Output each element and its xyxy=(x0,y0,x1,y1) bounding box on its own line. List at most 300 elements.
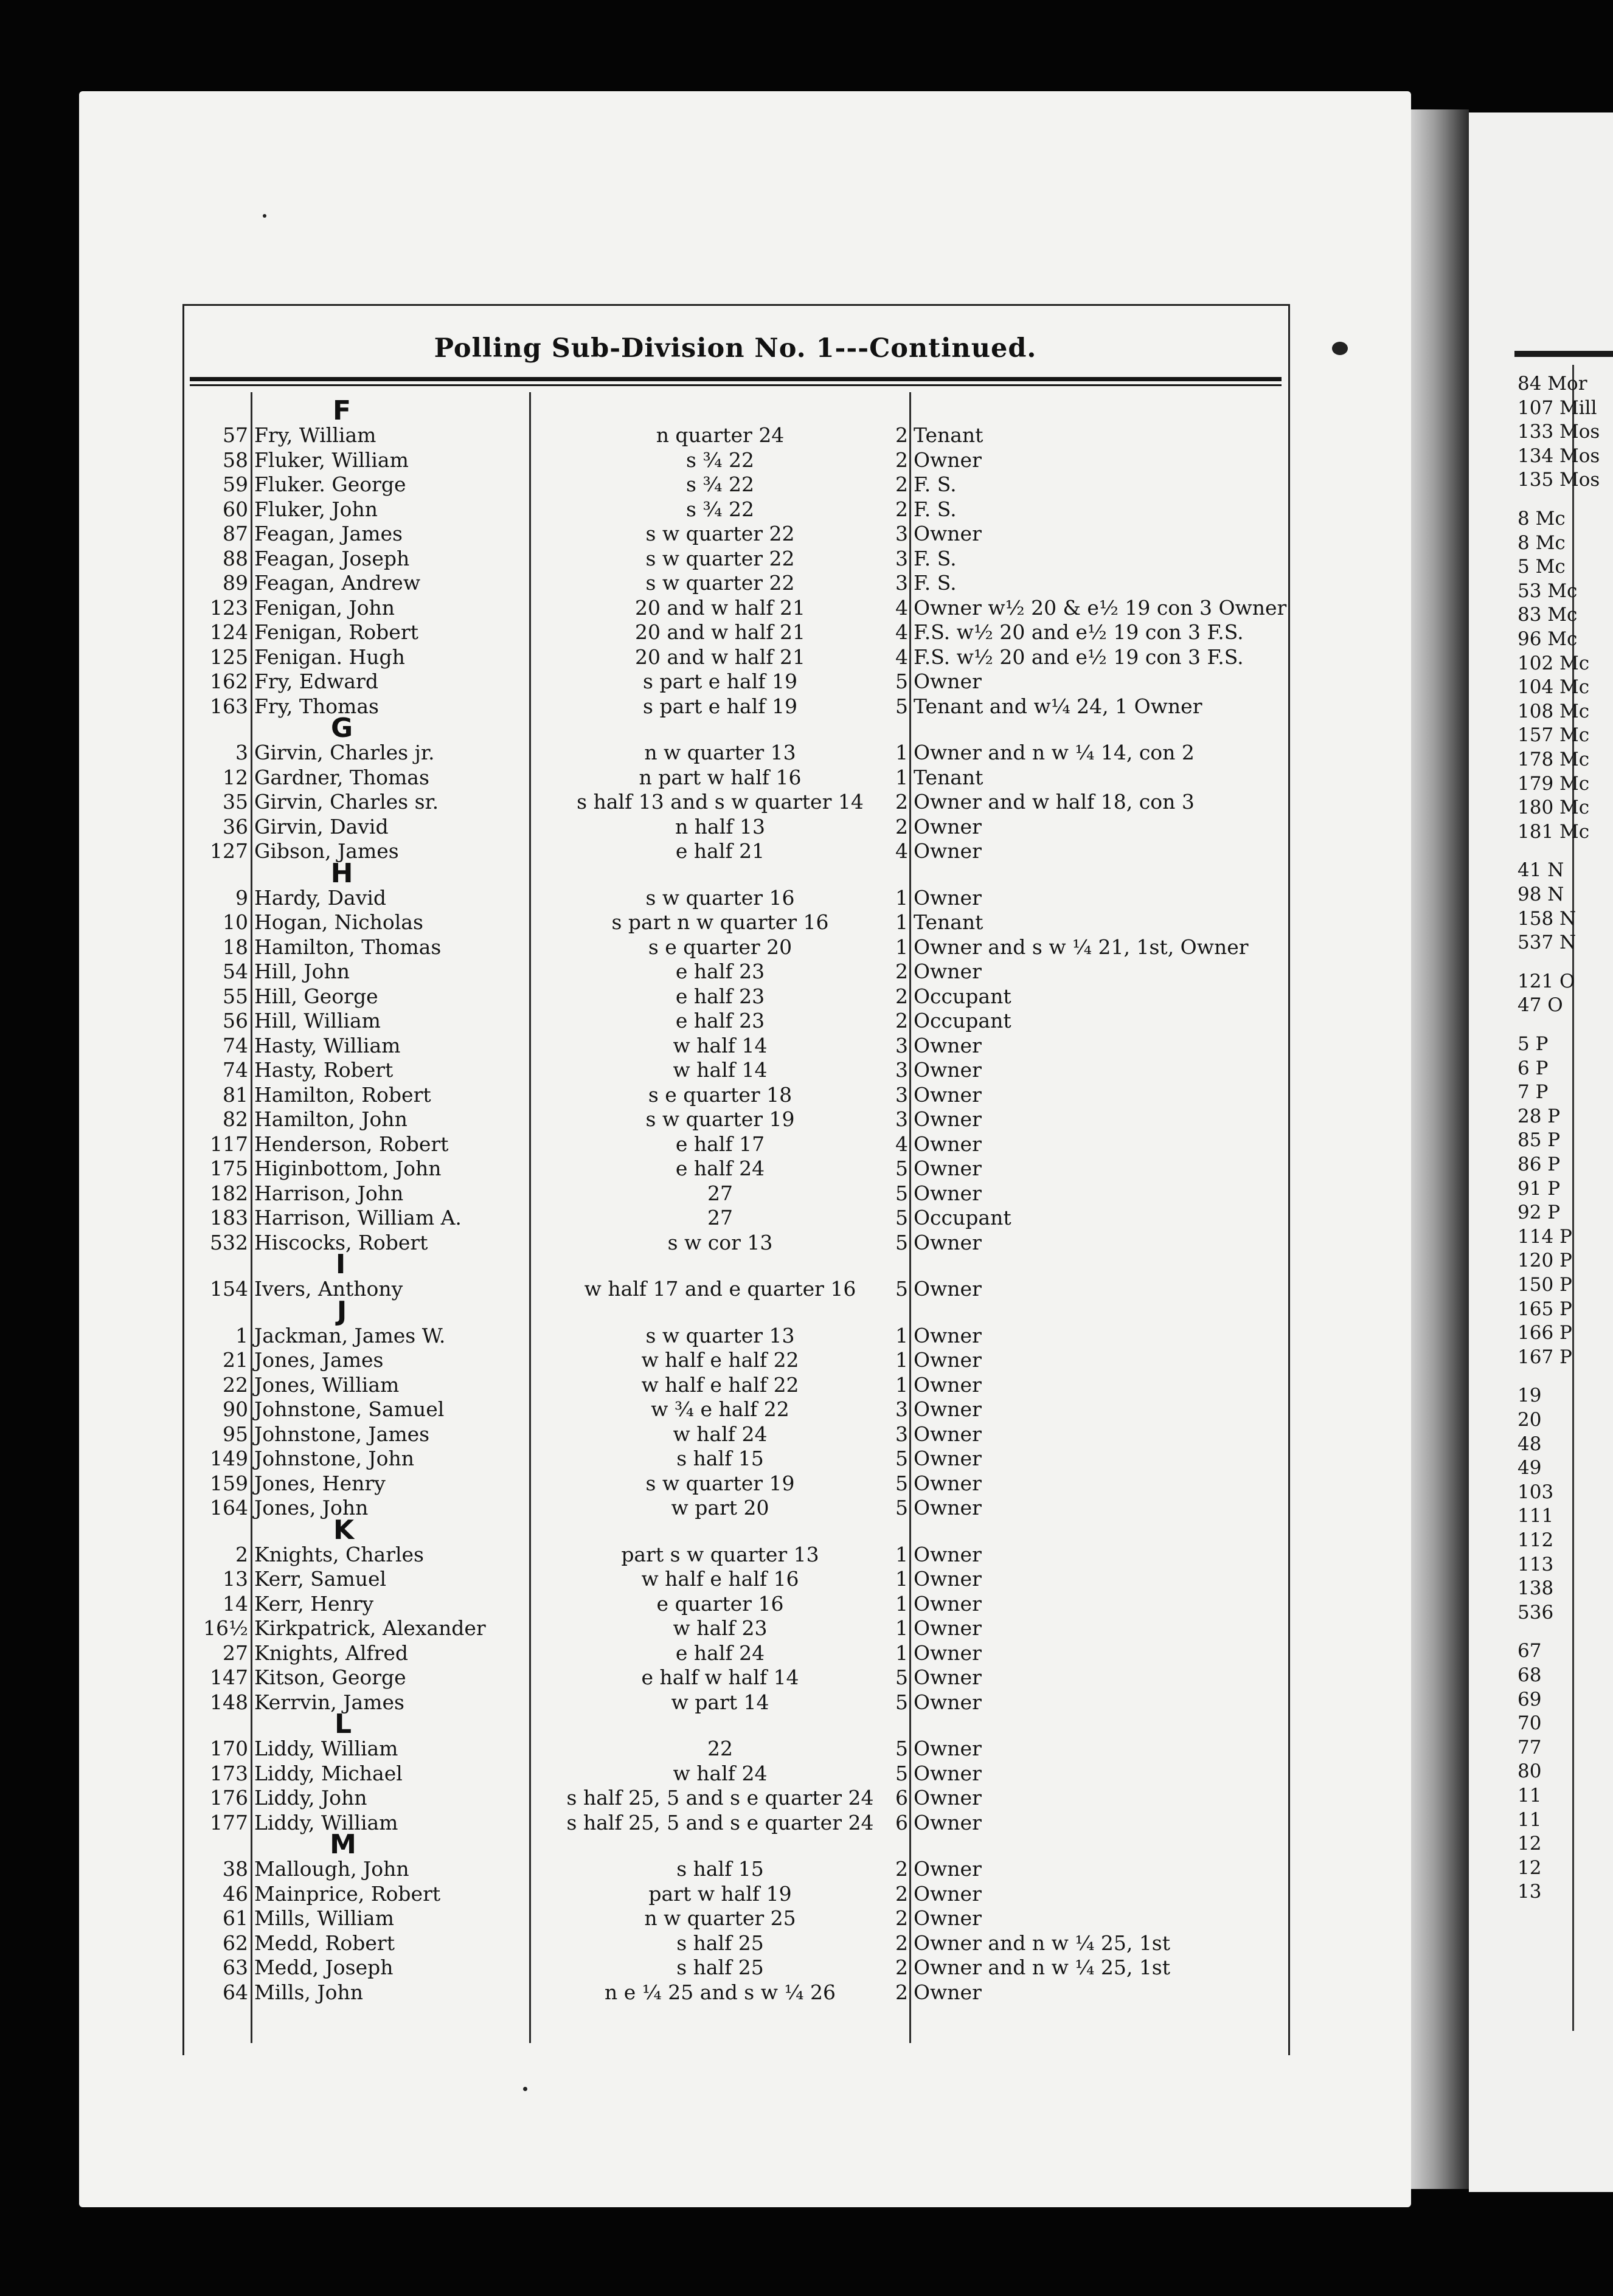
lot-description: w half 23 xyxy=(673,1616,768,1640)
adjacent-page-line: 104 Mc xyxy=(1518,676,1590,699)
entry-number: 38 xyxy=(223,1857,248,1881)
property-status: Owner w½ 20 & e½ 19 con 3 Owner xyxy=(914,595,1287,620)
property-status: Owner xyxy=(914,1786,982,1810)
concession-number: 5 xyxy=(895,1737,908,1760)
concession-number: 1 xyxy=(895,885,908,910)
property-status: Owner xyxy=(914,1323,982,1347)
adjacent-page-line: 537 N xyxy=(1518,932,1577,954)
adjacent-page-line: 135 Mos xyxy=(1518,469,1600,491)
lot-description: s w quarter 16 xyxy=(645,885,795,910)
voter-name: Gibson, James xyxy=(254,839,399,863)
adjacent-page-line: 13 xyxy=(1518,1881,1542,1903)
voter-row xyxy=(182,620,1286,645)
voter-name: Mallough, John xyxy=(254,1857,409,1881)
property-status: Owner xyxy=(914,1641,982,1665)
voter-name: Kirkpatrick, Alexander xyxy=(254,1616,486,1640)
lot-description: w half 24 xyxy=(673,1761,768,1785)
concession-number: 1 xyxy=(895,1348,908,1372)
adjacent-page-line: 138 xyxy=(1518,1577,1554,1600)
voter-row xyxy=(182,960,1286,984)
voter-name: Liddy, William xyxy=(254,1810,398,1834)
adjacent-page-line: 108 Mc xyxy=(1518,700,1590,722)
voter-row xyxy=(182,1348,1286,1372)
property-status: Tenant xyxy=(914,423,983,447)
adjacent-page-line: 69 xyxy=(1518,1688,1542,1710)
property-status: Owner xyxy=(914,1567,982,1591)
concession-number: 1 xyxy=(895,1542,908,1566)
voter-name: Medd, Joseph xyxy=(254,1955,394,1979)
entry-number: 74 xyxy=(223,1058,248,1082)
adjacent-page-line: 6 P xyxy=(1518,1057,1549,1079)
voter-name: Kerrvin, James xyxy=(254,1690,404,1714)
voter-name: Johnstone, James xyxy=(254,1422,430,1446)
adjacent-page-line: 111 xyxy=(1518,1505,1554,1527)
property-status: Owner xyxy=(914,1591,982,1616)
lot-description: 27 xyxy=(707,1206,733,1229)
adjacent-page-rule xyxy=(1514,351,1613,357)
lot-description: n e ¼ 25 and s w ¼ 26 xyxy=(605,1980,836,2004)
concession-number: 4 xyxy=(895,620,908,644)
lot-description: w half e half 22 xyxy=(641,1372,799,1397)
voter-name: Johnstone, John xyxy=(254,1447,415,1470)
adjacent-page-line: 536 xyxy=(1518,1601,1554,1623)
lot-description: 20 and w half 21 xyxy=(635,595,805,620)
concession-number: 3 xyxy=(895,522,908,545)
adjacent-page-line: 165 P xyxy=(1518,1298,1572,1320)
entry-number: 176 xyxy=(210,1786,248,1810)
voter-row xyxy=(182,1931,1286,1955)
lot-description: s e quarter 20 xyxy=(648,935,793,959)
adjacent-page-line: 121 O xyxy=(1518,970,1575,992)
voter-row xyxy=(182,1422,1286,1447)
adjacent-page-line: 107 Mill xyxy=(1518,396,1597,419)
concession-number: 3 xyxy=(895,1058,908,1082)
voter-name: Mills, William xyxy=(254,1906,394,1930)
lot-description: s part n w quarter 16 xyxy=(611,910,829,934)
concession-number: 6 xyxy=(895,1810,908,1834)
adjacent-page-line: 98 N xyxy=(1518,883,1564,905)
entry-number: 163 xyxy=(210,694,248,718)
voter-row xyxy=(182,1882,1286,1906)
entry-number: 81 xyxy=(223,1082,248,1107)
concession-number: 5 xyxy=(895,1181,908,1205)
property-status: Occupant xyxy=(914,1206,1011,1229)
entry-number: 16½ xyxy=(203,1616,248,1640)
section-letter: K xyxy=(333,1514,355,1546)
voter-name: Fenigan, Robert xyxy=(254,620,418,644)
lot-description: n part w half 16 xyxy=(639,765,802,789)
voter-row xyxy=(182,1762,1286,1786)
lot-description: n w quarter 25 xyxy=(644,1906,796,1930)
voter-name: Feagan, James xyxy=(254,522,403,545)
voter-row xyxy=(182,935,1286,960)
voter-row xyxy=(182,741,1286,765)
entry-number: 64 xyxy=(223,1980,248,2004)
entry-number: 14 xyxy=(223,1591,248,1616)
voter-name: Jackman, James W. xyxy=(254,1323,446,1347)
voter-name: Knights, Charles xyxy=(254,1542,424,1566)
entry-number: 62 xyxy=(223,1931,248,1955)
concession-number: 5 xyxy=(895,1471,908,1495)
lot-description: s w quarter 19 xyxy=(645,1471,795,1495)
lot-description: w part 14 xyxy=(671,1690,769,1714)
entry-number: 162 xyxy=(210,669,248,693)
voter-name: Higinbottom, John xyxy=(254,1157,442,1180)
property-status: Owner xyxy=(914,1980,982,2004)
adjacent-page-line: 92 P xyxy=(1518,1202,1561,1224)
voter-row xyxy=(182,1786,1286,1810)
lot-description: w half e half 16 xyxy=(641,1567,799,1591)
property-status: Owner xyxy=(914,1082,982,1107)
voter-row xyxy=(182,472,1286,497)
property-status: Owner and s w ¼ 21, 1st, Owner xyxy=(914,935,1249,959)
entry-number: 124 xyxy=(210,620,248,644)
voter-name: Jones, William xyxy=(254,1372,400,1397)
voter-name: Fenigan. Hugh xyxy=(254,645,405,669)
entry-number: 60 xyxy=(223,497,248,521)
voter-row xyxy=(182,1955,1286,1980)
lot-description: e half 24 xyxy=(675,1157,765,1180)
property-status: F. S. xyxy=(914,546,957,570)
lot-description: s w quarter 22 xyxy=(645,546,795,570)
entry-number: 164 xyxy=(210,1496,248,1520)
concession-number: 2 xyxy=(895,814,908,839)
lot-description: e half 24 xyxy=(675,1641,765,1665)
lot-description: e quarter 16 xyxy=(656,1591,784,1616)
lot-description: e half 17 xyxy=(675,1132,765,1156)
entry-number: 27 xyxy=(223,1641,248,1665)
entry-number: 3 xyxy=(235,741,248,764)
adjacent-page-line: 70 xyxy=(1518,1712,1542,1735)
concession-number: 4 xyxy=(895,595,908,620)
entry-number: 2 xyxy=(235,1542,248,1566)
concession-number: 2 xyxy=(895,1857,908,1881)
concession-number: 1 xyxy=(895,1567,908,1591)
concession-number: 5 xyxy=(895,1665,908,1689)
property-status: Owner and n w ¼ 14, con 2 xyxy=(914,741,1195,764)
voter-row xyxy=(182,1737,1286,1761)
entry-number: 74 xyxy=(223,1033,248,1057)
voter-row xyxy=(182,1567,1286,1591)
adjacent-page-line: 86 P xyxy=(1518,1153,1561,1175)
concession-number: 1 xyxy=(895,1591,908,1616)
lot-description: e half 23 xyxy=(675,984,765,1008)
ink-speck xyxy=(523,2087,527,2091)
voter-name: Girvin, Charles jr. xyxy=(254,741,435,764)
voter-row xyxy=(182,766,1286,790)
adjacent-page-line: 157 Mc xyxy=(1518,724,1590,747)
voter-row xyxy=(182,1980,1286,2005)
adjacent-page-line: 77 xyxy=(1518,1736,1542,1758)
concession-number: 1 xyxy=(895,765,908,789)
adjacent-page-line: 112 xyxy=(1518,1529,1554,1551)
lot-description: s half 25, 5 and s e quarter 24 xyxy=(566,1786,874,1810)
lot-description: 27 xyxy=(707,1181,733,1205)
voter-name: Harrison, John xyxy=(254,1181,404,1205)
voter-name: Feagan, Andrew xyxy=(254,571,421,595)
voter-row xyxy=(182,448,1286,472)
voter-name: Liddy, John xyxy=(254,1786,367,1810)
property-status: Tenant and w¼ 24, 1 Owner xyxy=(914,694,1202,718)
voter-name: Jones, John xyxy=(254,1496,369,1520)
adjacent-page-line: 103 xyxy=(1518,1481,1554,1503)
entry-number: 59 xyxy=(223,472,248,496)
entry-number: 95 xyxy=(223,1422,248,1446)
lot-description: e half 23 xyxy=(675,1009,765,1032)
section-letter: G xyxy=(330,713,353,744)
adjacent-page-line: 11 xyxy=(1518,1785,1542,1807)
voter-name: Fry, William xyxy=(254,423,376,447)
lot-description: part s w quarter 13 xyxy=(621,1542,819,1566)
voter-name: Mainprice, Robert xyxy=(254,1881,441,1906)
concession-number: 5 xyxy=(895,1447,908,1470)
concession-number: 1 xyxy=(895,1372,908,1397)
title-rule-thin xyxy=(190,384,1282,386)
concession-number: 6 xyxy=(895,1786,908,1810)
voter-row xyxy=(182,1616,1286,1641)
entry-number: 1 xyxy=(235,1323,248,1347)
adjacent-page-line: 68 xyxy=(1518,1664,1542,1686)
voter-name: Fry, Edward xyxy=(254,669,378,693)
entry-number: 21 xyxy=(223,1348,248,1372)
adjacent-page-line: 7 P xyxy=(1518,1081,1549,1104)
lot-description: s part e half 19 xyxy=(643,669,797,693)
voter-row xyxy=(182,1206,1286,1230)
page-title: Polling Sub-Division No. 1---Continued. xyxy=(434,333,1037,364)
concession-number: 1 xyxy=(895,741,908,764)
entry-number: 149 xyxy=(210,1447,248,1470)
entry-number: 56 xyxy=(223,1009,248,1032)
property-status: Tenant xyxy=(914,910,983,934)
voter-row xyxy=(182,669,1286,694)
concession-number: 2 xyxy=(895,497,908,521)
entry-number: 170 xyxy=(210,1737,248,1760)
property-status: Owner xyxy=(914,1397,982,1421)
entry-number: 147 xyxy=(210,1665,248,1689)
section-letter: M xyxy=(330,1829,356,1860)
voter-row xyxy=(182,1641,1286,1665)
concession-number: 3 xyxy=(895,546,908,570)
lot-description: s w quarter 22 xyxy=(645,571,795,595)
entry-number: 88 xyxy=(223,546,248,570)
property-status: Owner xyxy=(914,1230,982,1254)
entry-number: 22 xyxy=(223,1372,248,1397)
property-status: Owner xyxy=(914,1857,982,1881)
voter-name: Hamilton, John xyxy=(254,1107,408,1131)
entry-number: 58 xyxy=(223,448,248,472)
property-status: Owner xyxy=(914,1690,982,1714)
concession-number: 5 xyxy=(895,1761,908,1785)
voter-row xyxy=(182,596,1286,620)
entry-number: 123 xyxy=(210,595,248,620)
entry-number: 173 xyxy=(210,1761,248,1785)
voter-row xyxy=(182,1373,1286,1397)
adjacent-page-line: 12 xyxy=(1518,1856,1542,1879)
voter-row xyxy=(182,1132,1286,1157)
adjacent-page-line: 181 Mc xyxy=(1518,820,1590,843)
concession-number: 2 xyxy=(895,1881,908,1906)
voter-name: Hill, John xyxy=(254,960,350,983)
book-gutter xyxy=(1411,109,1469,2189)
entry-number: 18 xyxy=(223,935,248,959)
voter-name: Hill, William xyxy=(254,1009,381,1032)
concession-number: 5 xyxy=(895,1157,908,1180)
property-status: Owner xyxy=(914,1447,982,1470)
lot-description: s ¾ 22 xyxy=(686,472,754,496)
voter-row xyxy=(182,522,1286,546)
concession-number: 2 xyxy=(895,960,908,983)
entry-number: 159 xyxy=(210,1471,248,1495)
adjacent-page-line: 28 P xyxy=(1518,1105,1561,1127)
concession-number: 2 xyxy=(895,423,908,447)
concession-number: 2 xyxy=(895,448,908,472)
concession-number: 1 xyxy=(895,1641,908,1665)
property-status: Owner xyxy=(914,1422,982,1446)
entry-number: 57 xyxy=(223,423,248,447)
lot-description: s half 15 xyxy=(676,1447,764,1470)
entry-number: 13 xyxy=(223,1567,248,1591)
adjacent-page-line: 48 xyxy=(1518,1433,1542,1455)
voter-name: Hill, George xyxy=(254,984,378,1008)
entry-number: 177 xyxy=(210,1810,248,1834)
voter-name: Liddy, Michael xyxy=(254,1761,403,1785)
adjacent-page-line: 167 P xyxy=(1518,1346,1572,1368)
voter-name: Kerr, Henry xyxy=(254,1591,374,1616)
voter-row xyxy=(182,1397,1286,1422)
voter-row xyxy=(182,815,1286,839)
lot-description: w part 20 xyxy=(671,1496,769,1520)
lot-description: e half 23 xyxy=(675,960,765,983)
property-status: Owner xyxy=(914,1496,982,1520)
lot-description: s ¾ 22 xyxy=(686,497,754,521)
property-status: Owner xyxy=(914,1157,982,1180)
concession-number: 5 xyxy=(895,1230,908,1254)
concession-number: 2 xyxy=(895,1980,908,2004)
voter-row xyxy=(182,1083,1286,1107)
voter-name: Henderson, Robert xyxy=(254,1132,449,1156)
concession-number: 1 xyxy=(895,1616,908,1640)
voter-name: Knights, Alfred xyxy=(254,1641,409,1665)
lot-description: w half 14 xyxy=(673,1058,768,1082)
entry-number: 117 xyxy=(210,1132,248,1156)
voter-name: Hogan, Nicholas xyxy=(254,910,423,934)
property-status: Occupant xyxy=(914,984,1011,1008)
adjacent-page-line: 96 Mc xyxy=(1518,628,1578,650)
entry-number: 89 xyxy=(223,571,248,595)
voter-row xyxy=(182,547,1286,571)
adjacent-page-line: 134 Mos xyxy=(1518,444,1600,467)
property-status: F.S. w½ 20 and e½ 19 con 3 F.S. xyxy=(914,620,1244,644)
property-status: Owner xyxy=(914,814,982,839)
concession-number: 4 xyxy=(895,839,908,863)
lot-description: e half w half 14 xyxy=(641,1665,799,1689)
adjacent-page-line: 80 xyxy=(1518,1760,1542,1783)
property-status: Owner xyxy=(914,839,982,863)
property-status: Owner xyxy=(914,960,982,983)
concession-number: 5 xyxy=(895,1277,908,1301)
lot-description: part w half 19 xyxy=(648,1881,792,1906)
voter-name: Ivers, Anthony xyxy=(254,1277,403,1301)
concession-number: 5 xyxy=(895,1206,908,1229)
concession-number: 3 xyxy=(895,1082,908,1107)
adjacent-page-line: 120 P xyxy=(1518,1250,1572,1272)
entry-number: 10 xyxy=(223,910,248,934)
entry-number: 46 xyxy=(223,1881,248,1906)
voter-name: Harrison, William A. xyxy=(254,1206,462,1229)
entry-number: 9 xyxy=(235,885,248,910)
voter-row xyxy=(182,1181,1286,1206)
entry-number: 532 xyxy=(210,1230,248,1254)
lot-description: w half 14 xyxy=(673,1033,768,1057)
voter-row xyxy=(182,984,1286,1009)
property-status: Owner xyxy=(914,885,982,910)
property-status: Owner xyxy=(914,1372,982,1397)
concession-number: 3 xyxy=(895,571,908,595)
concession-number: 3 xyxy=(895,1397,908,1421)
property-status: Owner xyxy=(914,1810,982,1834)
property-status: Owner xyxy=(914,1348,982,1372)
section-letter: I xyxy=(335,1249,346,1280)
property-status: Owner xyxy=(914,1906,982,1930)
entry-number: 182 xyxy=(210,1181,248,1205)
voter-name: Jones, Henry xyxy=(254,1471,386,1495)
voter-name: Mills, John xyxy=(254,1980,363,2004)
voter-name: Liddy, William xyxy=(254,1737,398,1760)
adjacent-page-line: 83 Mc xyxy=(1518,604,1578,626)
lot-description: s w quarter 13 xyxy=(645,1323,795,1347)
entry-number: 61 xyxy=(223,1906,248,1930)
entry-number: 154 xyxy=(210,1277,248,1301)
concession-number: 2 xyxy=(895,790,908,814)
adjacent-page-line: 84 Mor xyxy=(1518,373,1587,395)
concession-number: 2 xyxy=(895,984,908,1008)
voter-row xyxy=(182,645,1286,669)
adjacent-page-line: 91 P xyxy=(1518,1177,1561,1200)
concession-number: 3 xyxy=(895,1107,908,1131)
property-status: F. S. xyxy=(914,571,957,595)
entry-number: 36 xyxy=(223,814,248,839)
entry-number: 55 xyxy=(223,984,248,1008)
section-letter: J xyxy=(336,1295,347,1327)
lot-description: s ¾ 22 xyxy=(686,448,754,472)
adjacent-page-line: 179 Mc xyxy=(1518,772,1590,795)
concession-number: 5 xyxy=(895,1496,908,1520)
voter-name: Hamilton, Robert xyxy=(254,1082,431,1107)
property-status: Owner xyxy=(914,1107,982,1131)
entry-number: 87 xyxy=(223,522,248,545)
voter-row xyxy=(182,1857,1286,1881)
adjacent-page-line: 67 xyxy=(1518,1640,1542,1662)
voter-row xyxy=(182,1471,1286,1496)
ink-speck xyxy=(263,214,266,218)
entry-number: 35 xyxy=(223,790,248,814)
property-status: Owner xyxy=(914,1737,982,1760)
lot-description: w ¾ e half 22 xyxy=(651,1397,789,1421)
adjacent-page-line: 102 Mc xyxy=(1518,652,1590,674)
property-status: Owner xyxy=(914,522,982,545)
voter-row xyxy=(182,497,1286,522)
concession-number: 4 xyxy=(895,1132,908,1156)
concession-number: 2 xyxy=(895,1009,908,1032)
entry-number: 175 xyxy=(210,1157,248,1180)
voter-name: Gardner, Thomas xyxy=(254,765,429,789)
adjacent-page-line: 12 xyxy=(1518,1833,1542,1855)
voter-name: Feagan, Joseph xyxy=(254,546,410,570)
property-status: Owner xyxy=(914,448,982,472)
adjacent-page-line: 41 N xyxy=(1518,859,1564,882)
entry-number: 12 xyxy=(223,765,248,789)
adjacent-page-line: 85 P xyxy=(1518,1129,1561,1152)
